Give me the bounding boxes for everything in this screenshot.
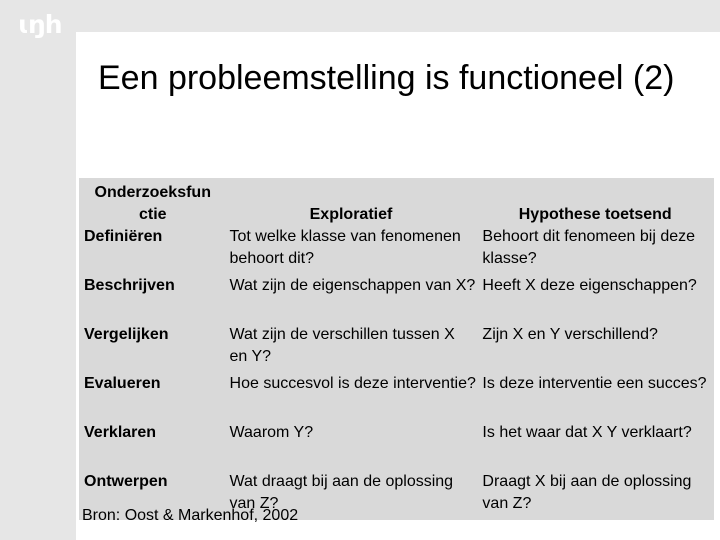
row-exploratief: Wat zijn de verschillen tussen X en Y? xyxy=(229,326,455,365)
row-exploratief: Tot welke klasse van fenomenen behoort dit? xyxy=(229,228,461,267)
row-hypothese: Zijn X en Y verschillend? xyxy=(482,326,658,343)
left-frame-bar xyxy=(0,0,76,540)
row-term: Beschrijven xyxy=(84,277,175,294)
row-hypothese: Heeft X deze eigenschappen? xyxy=(482,277,697,294)
row-term: Evalueren xyxy=(84,375,161,392)
row-term: Vergelijken xyxy=(84,326,169,343)
header-onderzoeksfunctie: Onderzoeksfun ctie xyxy=(94,184,211,223)
row-term: Definiëren xyxy=(84,228,163,245)
row-hypothese: Behoort dit fenomeen bij deze klasse? xyxy=(482,228,696,267)
table-row xyxy=(82,275,712,324)
row-hypothese: Draagt X bij aan de oplossing van Z? xyxy=(482,473,692,512)
row-exploratief: Wat zijn de eigenschappen van X? xyxy=(229,277,476,294)
row-term: Verklaren xyxy=(84,424,157,441)
row-term: Ontwerpen xyxy=(84,473,168,490)
row-exploratief: Waarom Y? xyxy=(229,424,314,441)
logo: ɩŋh xyxy=(18,10,62,39)
table-row xyxy=(82,324,712,373)
table-header-row xyxy=(82,180,712,226)
header-exploratief: Exploratief xyxy=(309,206,393,223)
table-row xyxy=(82,226,712,275)
source-citation: Bron: Oost & Markenhof, 2002 xyxy=(82,507,299,524)
row-exploratief-text: Wat draagt bij aan de oplossing van Z? xyxy=(229,473,454,512)
slide-title: Een probleemstelling is functioneel (2) xyxy=(98,59,675,97)
table-row xyxy=(82,422,712,471)
research-function-table xyxy=(82,180,712,520)
row-hypothese: Is het waar dat X Y verklaart? xyxy=(482,424,692,441)
row-hypothese: Is deze interventie een succes? xyxy=(482,375,707,392)
header-hypothese-toetsend: Hypothese toetsend xyxy=(518,206,672,223)
row-exploratief: Hoe succesvol is deze interventie? xyxy=(229,375,476,392)
table-row xyxy=(82,373,712,422)
top-frame-bar xyxy=(0,0,720,32)
